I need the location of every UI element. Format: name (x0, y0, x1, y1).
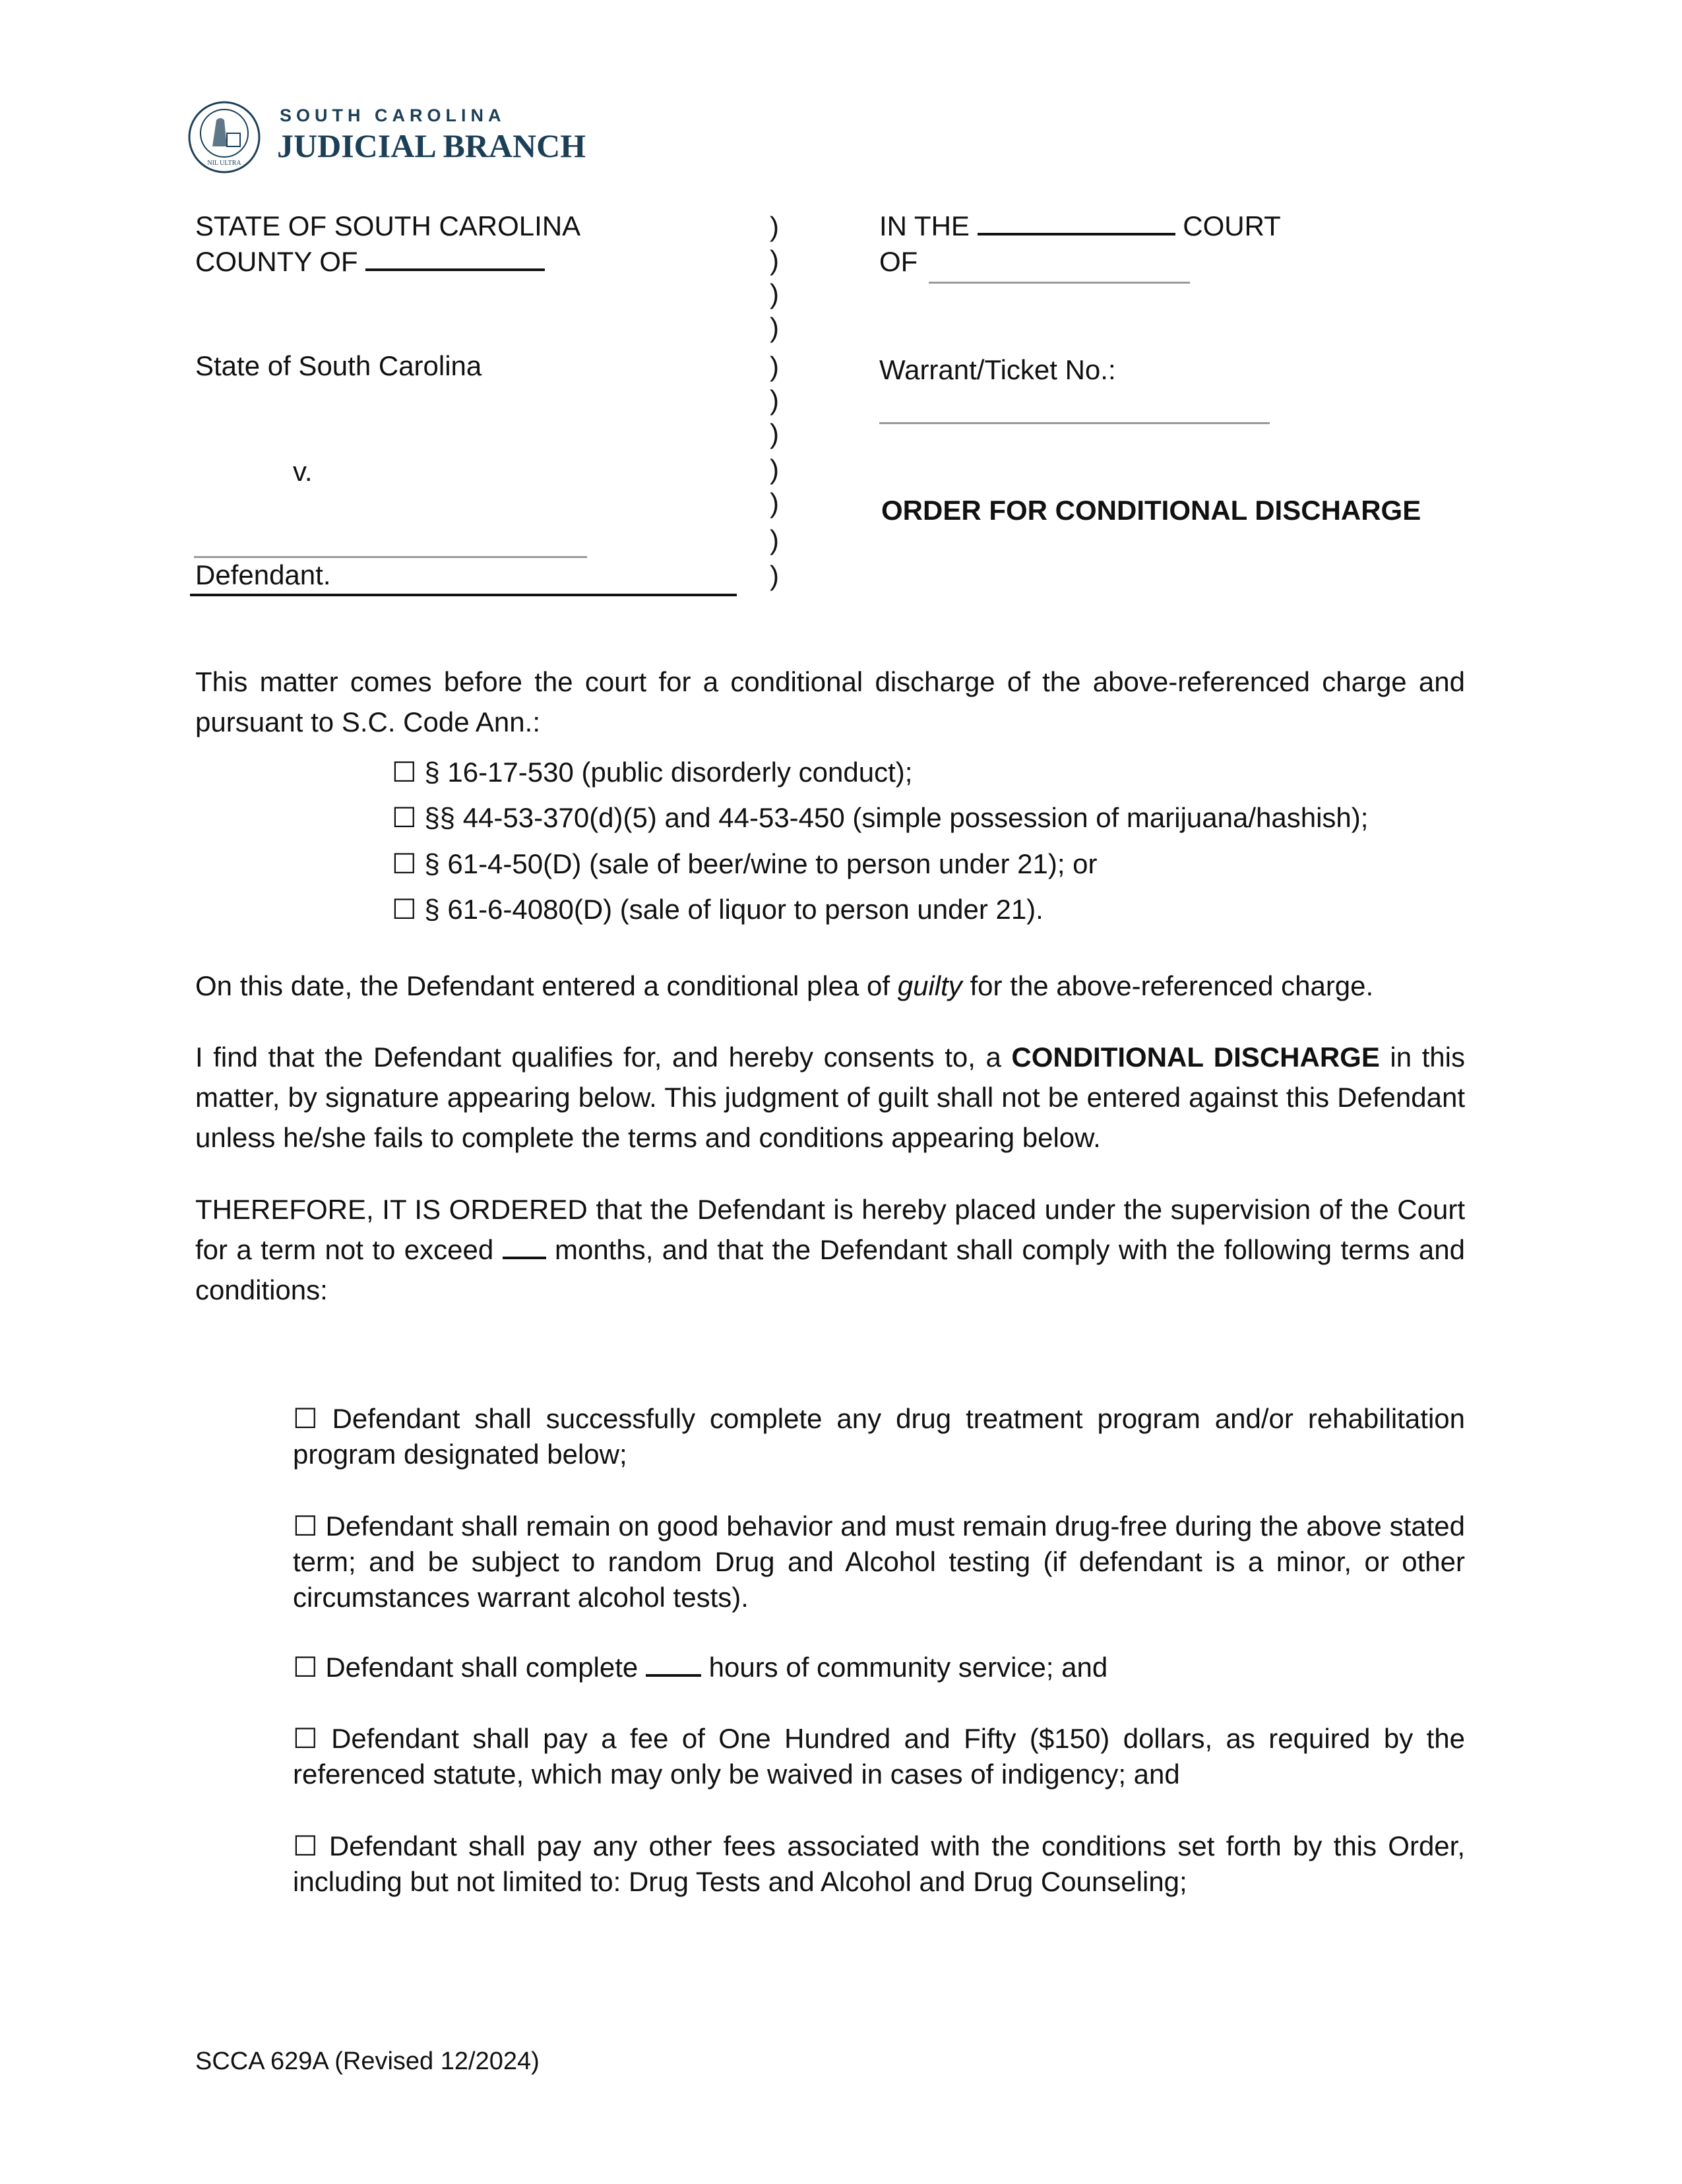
caption-divider (190, 594, 737, 596)
condition-fee[interactable]: ☐ Defendant shall pay a fee of One Hundred and Fifty ($150) dollars, as required by the referenced statute, which may only be waived in cases of indigency; and (293, 1723, 1465, 1790)
intro-paragraph: This matter comes before the court for a conditional discharge of the above-referenced charge and pursuant to S.C. Code Ann.: (195, 666, 1465, 737)
plea-text: On this date, the Defendant entered a conditional plea of (195, 970, 898, 1001)
county-text: COUNTY OF (195, 246, 358, 277)
logo-line1: SOUTH CAROLINA (280, 106, 506, 125)
finding-text: I find that the Defendant qualifies for, and hereby consents to, a (195, 1042, 1012, 1073)
paren: ) (770, 351, 779, 382)
in-the-text: IN THE (879, 210, 970, 241)
hours-field[interactable] (646, 1654, 701, 1677)
statute-checkbox-3[interactable]: ☐ § 61-4-50(D) (sale of beer/wine to person under 21); or (392, 848, 1098, 879)
paren: ) (770, 245, 779, 276)
paren: ) (770, 278, 779, 309)
condition-treatment[interactable]: ☐ Defendant shall successfully complete any drug treatment program and/or rehabilitation program designated below; (293, 1403, 1465, 1470)
of-label: OF (879, 246, 918, 277)
order-title: ORDER FOR CONDITIONAL DISCHARGE (881, 495, 1421, 526)
service-text-end: hours of community service; and (708, 1652, 1108, 1683)
paren: ) (770, 385, 779, 416)
paren: ) (770, 418, 779, 449)
county-label (195, 245, 545, 278)
county-field[interactable] (365, 249, 545, 271)
order-text: THEREFORE, IT IS ORDERED that the Defendant is hereby placed under the supervision of the Court for a term not to exceed (195, 1194, 1465, 1265)
months-field[interactable] (503, 1237, 546, 1259)
plea-text-end: for the above-referenced charge. (962, 970, 1374, 1001)
plea-guilty: guilty (897, 970, 962, 1001)
order-paragraph (195, 1189, 1465, 1310)
finding-bold: CONDITIONAL DISCHARGE (1011, 1042, 1380, 1073)
logo-line2: JUDICIAL BRANCH (277, 127, 586, 164)
plaintiff-name: State of South Carolina (195, 350, 482, 381)
court-line (879, 210, 1281, 243)
paren: ) (770, 524, 779, 555)
condition-behavior[interactable]: ☐ Defendant shall remain on good behavior and must remain drug-free during the above stated term; and be subject to random Drug and Alcohol testing (if defendant is a minor, or other circumstances warrant alcohol tests). (293, 1511, 1465, 1613)
order-text-end: months, and that the Defendant shall comply with the following terms and conditions: (195, 1234, 1465, 1305)
service-text: ☐ Defendant shall complete (293, 1652, 646, 1683)
condition-other-fees[interactable]: ☐ Defendant shall pay any other fees associated with the conditions set forth by this Order, including but not limited to: Drug Tests and Alcohol and Drug Counseling; (293, 1830, 1465, 1897)
state-heading: STATE OF SOUTH CAROLINA (195, 210, 581, 241)
statute-checkbox-4[interactable]: ☐ § 61-6-4080(D) (sale of liquor to person under 21). (392, 894, 1043, 925)
statute-checkbox-1[interactable]: ☐ § 16-17-530 (public disorderly conduct); (392, 757, 913, 788)
defendant-name-field[interactable] (194, 556, 587, 558)
warrant-label: Warrant/Ticket No.: (879, 354, 1116, 385)
defendant-label: Defendant. (195, 559, 331, 590)
court-text: COURT (1183, 210, 1281, 241)
paren: ) (770, 454, 779, 485)
condition-community-service[interactable] (293, 1650, 1465, 1685)
versus-label: v. (293, 456, 313, 487)
paren: ) (770, 312, 779, 343)
paren: ) (770, 560, 779, 591)
finding-paragraph (195, 1037, 1465, 1158)
svg-text:NIL ULTRA: NIL ULTRA (207, 160, 241, 167)
finding-text-end: in this matter, by signature appearing below. This judgment of guilt shall not be entered against this Defendant unless he/she fails to complete the terms and conditions appearing below. (195, 1042, 1465, 1153)
paren: ) (770, 211, 779, 242)
paren: ) (770, 487, 779, 518)
form-footer: SCCA 629A (Revised 12/2024) (195, 2047, 540, 2075)
court-type-field[interactable] (978, 213, 1175, 235)
statute-checkbox-2[interactable]: ☐ §§ 44-53-370(d)(5) and 44-53-450 (simple possession of marijuana/hashish); (392, 802, 1369, 833)
plea-paragraph (195, 966, 1465, 1006)
court-seal-icon (187, 100, 261, 174)
warrant-number-field[interactable] (879, 422, 1270, 424)
court-location-field[interactable] (929, 282, 1190, 284)
